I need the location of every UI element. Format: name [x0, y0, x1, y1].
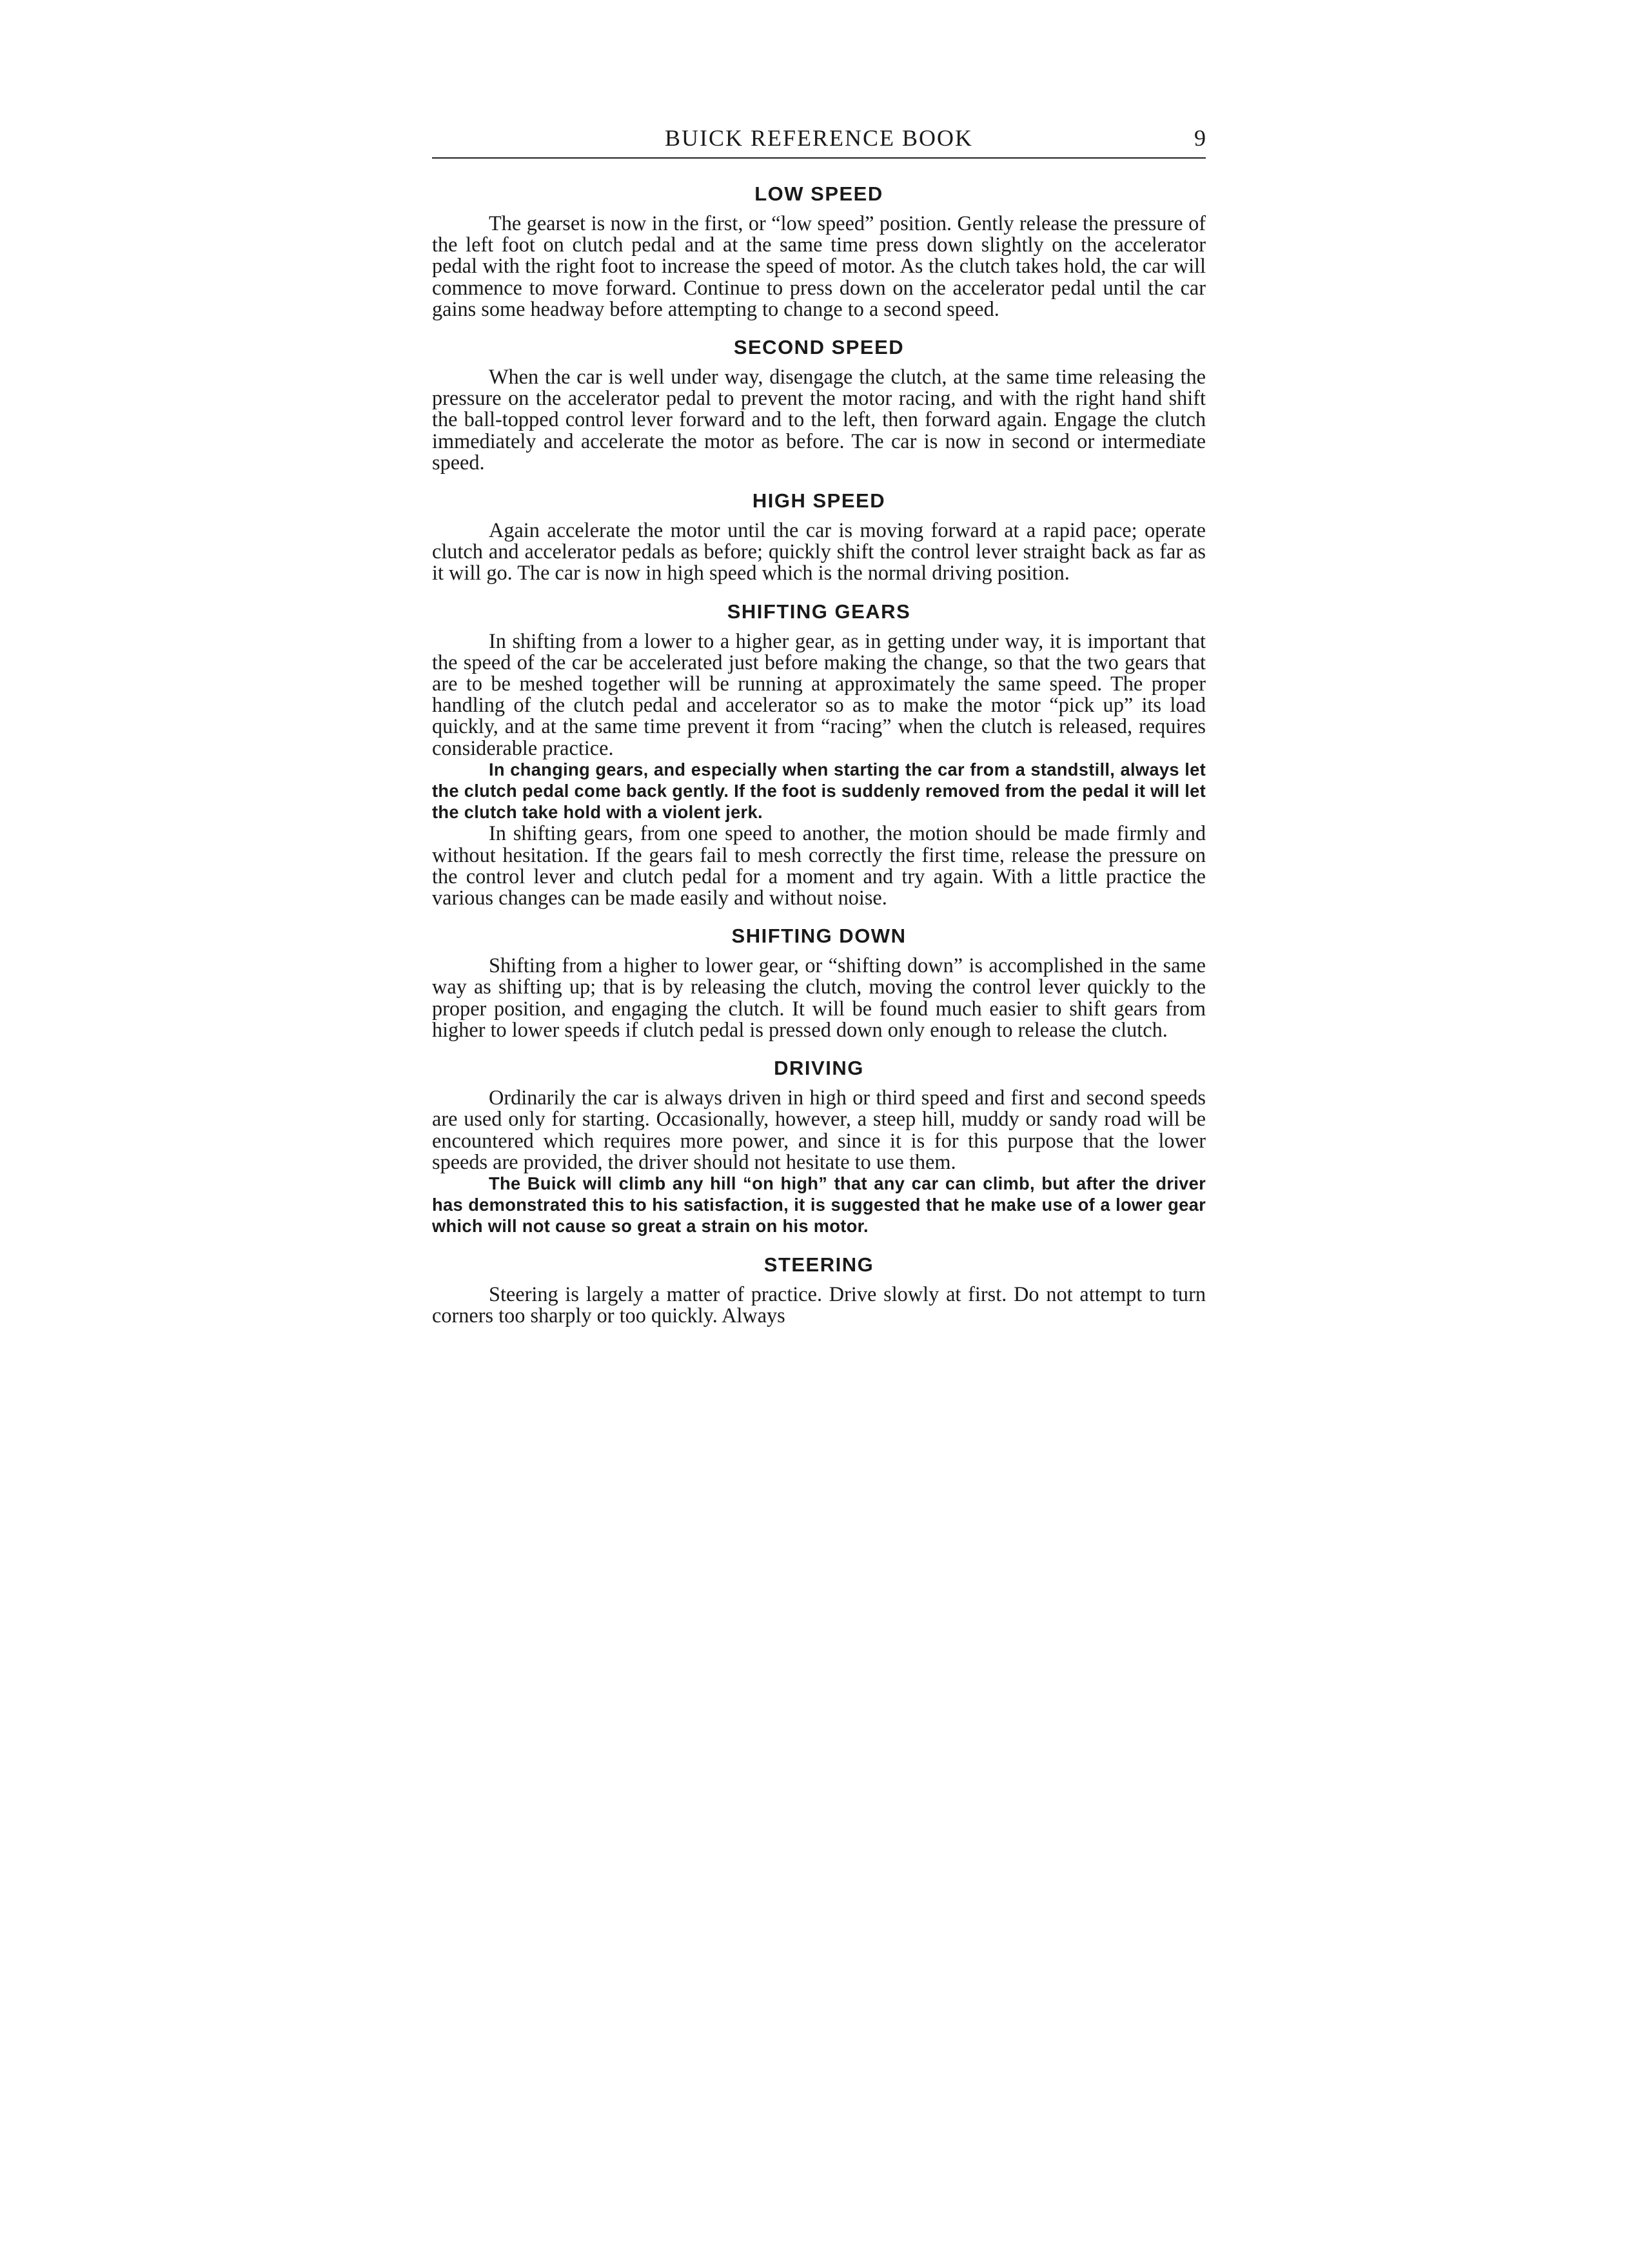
paragraph: The gearset is now in the first, or “low speed” position. Gently release the pressure of the left foot on clutch pedal and at the same time press down slightly on the accelerator pedal with the right foot to increase the speed of motor. As the clutch takes hold, the car will commence to move forward. Continue to press down on the accelerator pedal until the car gains some headway before attempting to change to a second speed.: [432, 211, 1206, 320]
bold-note-paragraph: In changing gears, and especially when starting the car from a standstill, always let the clutch pedal come back gently. If the foot is suddenly removed from the pedal it will let the clutch take hold with a violent jerk.: [432, 759, 1206, 823]
section-heading: LOW SPEED: [754, 182, 883, 205]
section-heading: SHIFTING DOWN: [731, 925, 907, 948]
section-heading: SHIFTING GEARS: [727, 600, 911, 623]
paragraph: When the car is well under way, disengage the clutch, at the same time releasing the pressure on the accelerator pedal to prevent the motor racing, and with the right hand shift the ball-topped control lever forward and to the left, then forward again. Engage the clutch immediately and accelerate the motor as before. The car is now in second or intermediate speed.: [432, 365, 1206, 474]
paragraph: Again accelerate the motor until the car is moving forward at a rapid pace; operate clutch and accelerator pedals as before; quickly shift the control lever straight back as far as it will go. The car is now in high speed which is the normal driving position.: [432, 518, 1206, 585]
paragraph: In shifting gears, from one speed to another, the motion should be made firmly and without hesitation. If the gears fail to mesh correctly the first time, release the pressure on the control lever and clutch pedal for a moment and try again. With a little practice the various changes can be made easily and without noise.: [432, 821, 1206, 910]
section-low-speed: [432, 181, 1206, 320]
bold-note-paragraph: The Buick will climb any hill “on high” that any car can climb, but after the driver has demonstrated this to his satisfaction, it is suggested that he make use of a lower gear which will not cause so great a strain on his motor.: [432, 1173, 1206, 1237]
section-shifting-down: [432, 923, 1206, 1041]
section-heading: SECOND SPEED: [733, 336, 905, 359]
paragraph: Steering is largely a matter of practice. Drive slowly at first. Do not attempt to turn corners too sharply or too quickly. Always: [432, 1282, 1206, 1327]
section-high-speed: [432, 487, 1206, 584]
book-page: [432, 122, 1206, 1340]
section-shifting-gears: [432, 598, 1206, 909]
section-heading: DRIVING: [774, 1057, 864, 1080]
paragraph: Ordinarily the car is always driven in high or third speed and first and second speeds are used only for starting. Occasionally, however, a steep hill, muddy or sandy road will be encountered which requires more power, and since it is for this purpose that the lower speeds are provided, the driver should not hesitate to use them.: [432, 1086, 1206, 1173]
paragraph: In shifting from a lower to a higher gear, as in getting under way, it is important that the speed of the car be accelerated just before making the change, so that the two gears that are to be meshed together will be running at approximately the same speed. The proper handling of the clutch pedal and accelerator so as to make the motor “pick up” its load quickly, and at the same time prevent it from “racing” when the clutch is released, requires considerable practice.: [432, 629, 1206, 759]
section-heading: STEERING: [763, 1253, 874, 1276]
paragraph: Shifting from a higher to lower gear, or “shifting down” is accomplished in the same way as shifting up; that is by releasing the clutch, moving the control lever quickly to the proper position, and engaging the clutch. It will be found much easier to shift gears from higher to lower speeds if clutch pedal is pressed down only enough to release the clutch.: [432, 954, 1206, 1041]
section-heading: HIGH SPEED: [752, 489, 886, 513]
section-steering: [432, 1251, 1206, 1326]
page-number: 9: [1194, 125, 1206, 151]
section-second-speed: [432, 334, 1206, 473]
running-header: [432, 122, 1206, 159]
section-driving: [432, 1055, 1206, 1237]
running-title: BUICK REFERENCE BOOK: [664, 125, 974, 151]
